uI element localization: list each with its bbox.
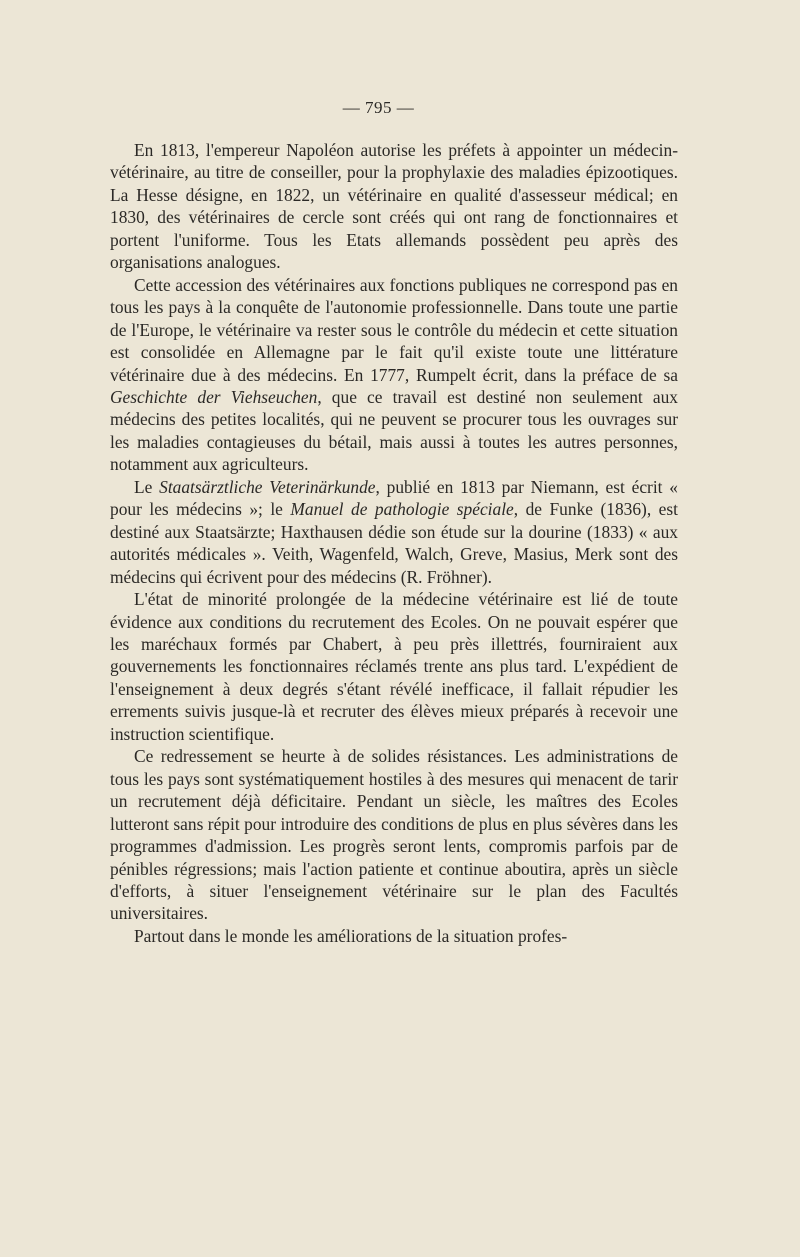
text-run: , que ce travail est destiné non seulement aux médecins des petites localités, qui ne peuvent se procurer tous les ouvrages sur les maladies contagieuses du bétail, mais aussi à toutes les autres personnes, notamment aux agriculteurs. <box>110 386 678 475</box>
text-run: , publié en 1813 par Niemann, est écrit « pour les médecins »; le <box>110 476 678 520</box>
paragraph <box>110 745 678 925</box>
text-run: , de Funke (1836), est destiné aux Staatsärzte; Haxthausen dédie son étude sur la dourine (1833) « aux autorités médicales ». Veith, Wagenfeld, Walch, Greve, Masius, Merk sont des médecins qui écrivent pour des médecins (R. Fröhner). <box>110 499 678 587</box>
italic-title: Manuel de pathologie spéciale <box>290 499 514 520</box>
text-run: En 1813, l'empereur Napoléon autorise les préfets à appointer un médecin-vétérinaire, au titre de conseiller, pour la prophylaxie des maladies épizootiques. La Hesse désigne, en 1822, un vétérinaire en qualité d'assesseur médical; en 1830, des vétérinaires de cercle sont créés qui ont rang de fonctionnaires et portent l'uniforme. Tous les Etats allemands possèdent peu après des organisations analogues. <box>110 140 678 273</box>
body-text <box>110 139 678 947</box>
text-run: L'état de minorité prolongée de la médecine vétérinaire est lié de toute évidence aux conditions du recrutement des Ecoles. On ne pouvait espérer que les maréchaux formés par Chabert, à peu près illettrés, fourniraient aux gouvernements les fonctionnaires réclamés trente ans plus tard. L'expédient de l'enseignement à deux degrés s'étant révélé inefficace, il fallait répudier les errements suivis jusque-là et recruter des élèves mieux préparés à recevoir une instruction scientifique. <box>110 589 678 744</box>
italic-title: Staatsärztliche Veterinärkunde <box>159 476 376 497</box>
italic-title: Geschichte der Viehseuchen <box>110 386 318 407</box>
paragraph <box>110 139 678 274</box>
text-run: Le <box>134 476 160 497</box>
text-run: Partout dans le monde les améliorations de la situation profes- <box>134 925 568 946</box>
paragraph <box>110 476 678 588</box>
text-run: Cette accession des vétérinaires aux fonctions publiques ne correspond pas en tous les pays à la conquête de l'autonomie professionnelle. Dans toute une partie de l'Europe, le vétérinaire va rester sous le contrôle du médecin et cette situation est consolidée en Allemagne par le fait qu'il existe toute une littérature vétérinaire due à des médecins. En 1777, Rumpelt écrit, dans la préface de sa <box>110 274 678 385</box>
paragraph <box>110 588 678 745</box>
paragraph <box>110 274 678 476</box>
text-run: Ce redressement se heurte à de solides résistances. Les administrations de tous les pays sont systématiquement hostiles à des mesures qui menacent de tarir un recrutement déjà déficitaire. Pendant un siècle, les maîtres des Ecoles lutteront sans répit pour introduire des conditions de plus en plus sévères dans les programmes d'admission. Les progrès seront lents, compromis parfois par de pénibles régressions; mais l'action patiente et continue aboutira, après un siècle d'efforts, à situer l'enseignement vétérinaire sur le plan des Facultés universitaires. <box>110 746 678 924</box>
paragraph <box>110 925 678 947</box>
page-number: — 795 — <box>342 98 415 117</box>
